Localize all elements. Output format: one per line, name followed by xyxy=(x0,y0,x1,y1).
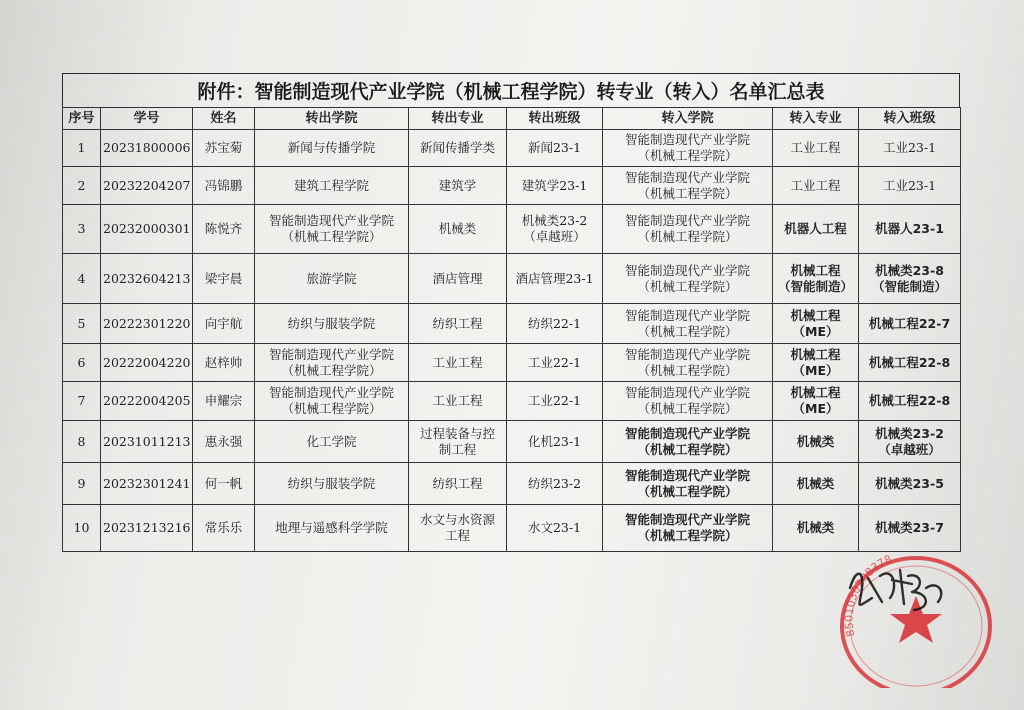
cell-to-college-line: （机械工程学院） xyxy=(637,323,738,339)
cell-name: 常乐乐 xyxy=(193,505,255,552)
cell-to-class-line: （卓越班） xyxy=(878,441,941,457)
cell-from-class xyxy=(507,167,603,205)
cell-to-major xyxy=(773,344,859,382)
cell-from-class xyxy=(507,254,603,304)
cell-student-id: 20232301241 xyxy=(101,463,193,505)
cell-from-class xyxy=(507,421,603,463)
cell-name: 申耀宗 xyxy=(193,382,255,421)
cell-no: 1 xyxy=(63,130,101,167)
cell-from-college xyxy=(255,344,409,382)
cell-from-college-line: 新闻与传播学院 xyxy=(287,140,376,155)
cell-from-college xyxy=(255,205,409,254)
cell-to-college-line: （机械工程学院） xyxy=(637,148,738,163)
cell-to-class xyxy=(859,382,961,421)
cell-from-major-line: 纺织工程 xyxy=(432,315,483,331)
cell-to-college-line: 智能制造现代产业学院 xyxy=(624,467,750,483)
table-row xyxy=(63,254,961,304)
table-row xyxy=(63,130,961,167)
col-header-to-class: 转入班级 xyxy=(859,108,961,130)
cell-to-major-line: 机械工程 xyxy=(790,385,841,400)
cell-no: 10 xyxy=(63,505,101,552)
cell-from-class-line: 新闻23-1 xyxy=(527,140,582,155)
cell-to-college-line: （机械工程学院） xyxy=(637,229,738,244)
cell-from-major-line: 纺织工程 xyxy=(432,475,483,491)
cell-to-major-line: 机械类 xyxy=(796,433,835,449)
cell-name: 何一帆 xyxy=(193,463,255,505)
cell-to-college-line: 智能制造现代产业学院 xyxy=(624,213,750,228)
cell-from-major xyxy=(409,254,507,304)
table-row xyxy=(63,505,961,552)
table-row xyxy=(63,463,961,505)
table-row xyxy=(63,304,961,344)
cell-to-college-line: 智能制造现代产业学院 xyxy=(624,512,750,527)
cell-from-major-line: 机械类 xyxy=(438,221,477,236)
cell-from-college xyxy=(255,304,409,344)
cell-from-class xyxy=(507,505,603,552)
cell-to-major-line: 机械工程 xyxy=(790,346,841,362)
col-header-from-college: 转出学院 xyxy=(255,108,409,130)
table-row xyxy=(63,344,961,382)
cell-to-class-line: 工业23-1 xyxy=(882,177,937,193)
cell-from-college-line: 智能制造现代产业学院 xyxy=(268,385,394,400)
cell-to-class xyxy=(859,304,961,344)
cell-name: 陈悦齐 xyxy=(193,205,255,254)
cell-from-major-line: 酒店管理 xyxy=(432,270,483,286)
cell-to-class-line: 机械工程22-8 xyxy=(868,354,951,370)
cell-to-class-line: 机械类23-2 xyxy=(875,425,944,441)
cell-student-id: 20222301220 xyxy=(101,304,193,344)
cell-to-college-line: 智能制造现代产业学院 xyxy=(624,425,750,441)
cell-to-major-line: 机械工程 xyxy=(790,307,841,323)
cell-from-class-line: 纺织22-1 xyxy=(527,315,582,331)
cell-to-college-line: （机械工程学院） xyxy=(637,483,738,499)
cell-to-college-line: （机械工程学院） xyxy=(637,441,738,457)
cell-student-id: 20232604213 xyxy=(101,254,193,304)
cell-to-class xyxy=(859,463,961,505)
cell-from-major-line: 工程 xyxy=(444,528,470,543)
cell-to-major-line: 机械类 xyxy=(796,520,835,535)
table-row xyxy=(63,167,961,205)
col-header-student-id: 学号 xyxy=(101,108,193,130)
table-row xyxy=(63,382,961,421)
cell-no: 4 xyxy=(63,254,101,304)
cell-to-class-line: 机械类23-5 xyxy=(875,475,944,491)
cell-to-class xyxy=(859,130,961,167)
cell-from-college-line: （机械工程学院） xyxy=(281,401,382,416)
cell-student-id: 20231213216 xyxy=(101,505,193,552)
cell-to-college-line: （机械工程学院） xyxy=(637,528,738,543)
cell-from-college-line: 智能制造现代产业学院 xyxy=(268,346,394,362)
cell-to-class-line: 工业23-1 xyxy=(882,140,937,155)
cell-to-college-line: 智能制造现代产业学院 xyxy=(624,385,750,400)
cell-to-major xyxy=(773,254,859,304)
seal-number: 8501030208378 xyxy=(842,552,894,638)
cell-from-major-line: 工业工程 xyxy=(432,393,483,408)
cell-from-major xyxy=(409,505,507,552)
col-header-from-major: 转出专业 xyxy=(409,108,507,130)
cell-from-major xyxy=(409,304,507,344)
cell-from-major xyxy=(409,344,507,382)
cell-from-major xyxy=(409,130,507,167)
cell-from-major xyxy=(409,382,507,421)
col-header-name: 姓名 xyxy=(193,108,255,130)
cell-to-college xyxy=(603,463,773,505)
cell-from-college-line: （机械工程学院） xyxy=(281,229,382,244)
cell-from-major xyxy=(409,167,507,205)
document-title: 附件：智能制造现代产业学院（机械工程学院）转专业（转入）名单汇总表 xyxy=(62,73,960,107)
cell-to-class-line: 机器人23-1 xyxy=(875,221,944,236)
cell-to-major-line: （智能制造） xyxy=(777,278,853,294)
cell-from-college xyxy=(255,463,409,505)
cell-from-college-line: （机械工程学院） xyxy=(281,362,382,378)
cell-from-class xyxy=(507,463,603,505)
cell-from-college-line: 建筑工程学院 xyxy=(293,177,369,193)
cell-from-class-line: 工业22-1 xyxy=(527,354,582,370)
cell-from-college-line: 纺织与服装学院 xyxy=(287,315,376,331)
cell-to-class xyxy=(859,421,961,463)
cell-student-id: 20231800006 xyxy=(101,130,193,167)
cell-to-college-line: 智能制造现代产业学院 xyxy=(624,132,750,147)
cell-to-college-line: 智能制造现代产业学院 xyxy=(624,169,750,185)
cell-to-major-line: （ME） xyxy=(792,362,839,378)
cell-from-class-line: 建筑学23-1 xyxy=(521,177,588,193)
cell-name: 梁宇晨 xyxy=(193,254,255,304)
cell-student-id: 20222004220 xyxy=(101,344,193,382)
table-header-row xyxy=(63,108,961,130)
cell-to-major-line: 机器人工程 xyxy=(784,221,847,236)
transfer-list-table xyxy=(62,107,961,552)
cell-to-major-line: 机械类 xyxy=(796,475,835,491)
cell-to-college-line: 智能制造现代产业学院 xyxy=(624,307,750,323)
cell-to-major xyxy=(773,505,859,552)
cell-from-major-line: 工业工程 xyxy=(432,354,483,370)
cell-from-class xyxy=(507,344,603,382)
cell-student-id: 20231011213 xyxy=(101,421,193,463)
cell-to-college-line: （机械工程学院） xyxy=(637,185,738,201)
cell-from-college xyxy=(255,254,409,304)
cell-no: 9 xyxy=(63,463,101,505)
cell-from-major-line: 新闻传播学类 xyxy=(419,140,495,155)
cell-to-class-line: 机械工程22-8 xyxy=(868,393,951,408)
cell-to-class xyxy=(859,205,961,254)
cell-from-college-line: 地理与遥感科学学院 xyxy=(275,520,388,535)
cell-name: 惠永强 xyxy=(193,421,255,463)
cell-to-college-line: （机械工程学院） xyxy=(637,401,738,416)
cell-to-college-line: 智能制造现代产业学院 xyxy=(624,346,750,362)
cell-to-college-line: （机械工程学院） xyxy=(637,278,738,294)
cell-to-major-line: （ME） xyxy=(792,323,839,339)
cell-from-class-line: 水文23-1 xyxy=(527,520,582,535)
cell-to-major xyxy=(773,205,859,254)
cell-from-class xyxy=(507,382,603,421)
cell-from-college-line: 智能制造现代产业学院 xyxy=(268,213,394,228)
cell-from-college-line: 旅游学院 xyxy=(306,270,357,286)
col-header-to-college: 转入学院 xyxy=(603,108,773,130)
cell-from-major-line: 制工程 xyxy=(438,441,477,457)
cell-to-major xyxy=(773,167,859,205)
cell-to-class xyxy=(859,505,961,552)
cell-name: 苏宝菊 xyxy=(193,130,255,167)
cell-to-college xyxy=(603,304,773,344)
col-header-no: 序号 xyxy=(63,108,101,130)
cell-from-major-line: 水文与水资源 xyxy=(419,512,495,527)
cell-to-class xyxy=(859,167,961,205)
cell-from-college xyxy=(255,505,409,552)
cell-to-college xyxy=(603,205,773,254)
cell-from-class-line: （卓越班） xyxy=(523,229,586,244)
cell-from-college xyxy=(255,167,409,205)
cell-no: 7 xyxy=(63,382,101,421)
cell-from-class-line: 机械类23-2 xyxy=(521,213,588,228)
cell-no: 8 xyxy=(63,421,101,463)
cell-from-college xyxy=(255,421,409,463)
cell-to-major xyxy=(773,463,859,505)
cell-to-college xyxy=(603,421,773,463)
cell-no: 5 xyxy=(63,304,101,344)
cell-to-college xyxy=(603,344,773,382)
cell-to-college xyxy=(603,382,773,421)
cell-from-class-line: 工业22-1 xyxy=(527,393,582,408)
cell-to-class-line: （智能制造） xyxy=(871,278,947,294)
cell-to-major xyxy=(773,130,859,167)
cell-no: 3 xyxy=(63,205,101,254)
cell-from-college-line: 化工学院 xyxy=(306,433,357,449)
cell-to-class xyxy=(859,254,961,304)
cell-to-college xyxy=(603,505,773,552)
cell-from-class xyxy=(507,304,603,344)
cell-to-class-line: 机械类23-8 xyxy=(875,262,944,278)
col-header-to-major: 转入专业 xyxy=(773,108,859,130)
table-row xyxy=(63,205,961,254)
cell-to-college-line: 智能制造现代产业学院 xyxy=(624,262,750,278)
cell-to-major xyxy=(773,421,859,463)
cell-from-college xyxy=(255,382,409,421)
cell-student-id: 20222004205 xyxy=(101,382,193,421)
cell-to-class-line: 机械工程22-7 xyxy=(868,315,951,331)
cell-from-major xyxy=(409,421,507,463)
cell-to-major-line: 工业工程 xyxy=(790,140,841,155)
cell-to-major-line: 工业工程 xyxy=(790,177,841,193)
cell-from-class-line: 酒店管理23-1 xyxy=(515,270,594,286)
cell-no: 2 xyxy=(63,167,101,205)
cell-from-major-line: 过程装备与控 xyxy=(419,425,495,441)
cell-from-major xyxy=(409,463,507,505)
cell-from-class xyxy=(507,205,603,254)
cell-name: 赵梓帅 xyxy=(193,344,255,382)
cell-to-class-line: 机械类23-7 xyxy=(875,520,944,535)
cell-from-class-line: 化机23-1 xyxy=(527,433,582,449)
table-row xyxy=(63,421,961,463)
cell-to-class xyxy=(859,344,961,382)
cell-from-class xyxy=(507,130,603,167)
cell-from-class-line: 纺织23-2 xyxy=(527,475,582,491)
cell-to-college xyxy=(603,130,773,167)
cell-to-major xyxy=(773,304,859,344)
cell-to-major-line: （ME） xyxy=(792,401,839,416)
cell-no: 6 xyxy=(63,344,101,382)
col-header-from-class: 转出班级 xyxy=(507,108,603,130)
cell-student-id: 20232000301 xyxy=(101,205,193,254)
cell-to-college-line: （机械工程学院） xyxy=(637,362,738,378)
cell-from-college xyxy=(255,130,409,167)
cell-name: 冯锦鹏 xyxy=(193,167,255,205)
cell-from-college-line: 纺织与服装学院 xyxy=(287,475,376,491)
cell-to-major-line: 机械工程 xyxy=(790,262,841,278)
cell-from-major-line: 建筑学 xyxy=(438,177,477,193)
cell-to-college xyxy=(603,167,773,205)
cell-from-major xyxy=(409,205,507,254)
cell-to-college xyxy=(603,254,773,304)
cell-name: 向宇航 xyxy=(193,304,255,344)
cell-student-id: 20232204207 xyxy=(101,167,193,205)
cell-to-major xyxy=(773,382,859,421)
